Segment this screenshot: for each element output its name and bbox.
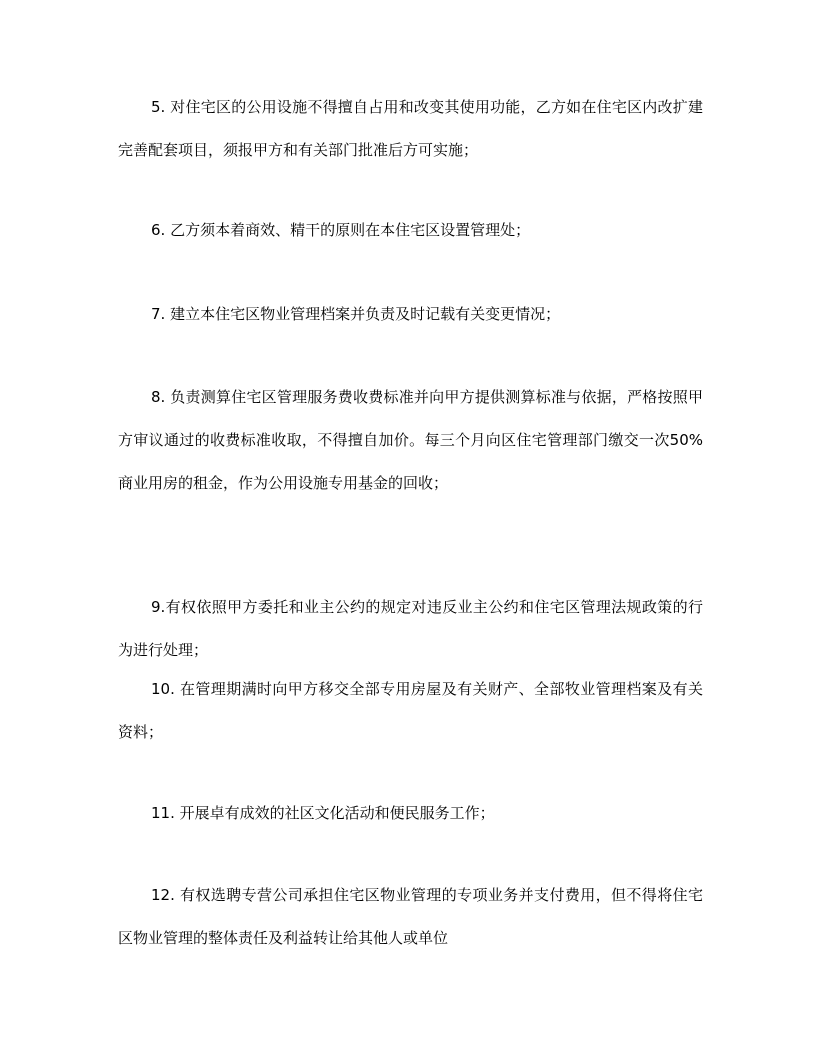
clause-12: 12. 有权选聘专营公司承担住宅区物业管理的专项业务并支付费用，但不得将住宅区物业管理的整体责任及利益转让给其他人或单位 (118, 886, 703, 947)
clause-7: 7. 建立本住宅区物业管理档案并负责及时记载有关变更情况； (151, 305, 561, 323)
clause-11: 11. 开展卓有成效的社区文化活动和便民服务工作； (151, 804, 495, 822)
clause-9: 9.有权依照甲方委托和业主公约的规定对违反业主公约和住宅区管理法规政策的行为进行处理； (118, 598, 703, 659)
clause-6: 6. 乙方须本着商效、精干的原则在本住宅区设置管理处； (151, 221, 531, 239)
clause-8: 8. 负责测算住宅区管理服务费收费标准并向甲方提供测算标准与依据，严格按照甲方审议通过的收费标准收取，不得擅自加价。每三个月向区住宅管理部门缴交一次50%商业用房的租金，作为公用设施专用基金的回收； (118, 388, 703, 492)
clause-5: 5. 对住宅区的公用设施不得擅自占用和改变其使用功能，乙方如在住宅区内改扩建完善配套项目，须报甲方和有关部门批准后方可实施； (118, 98, 703, 159)
clause-10: 10. 在管理期满时向甲方移交全部专用房屋及有关财产、全部牧业管理档案及有关资料； (118, 680, 703, 741)
